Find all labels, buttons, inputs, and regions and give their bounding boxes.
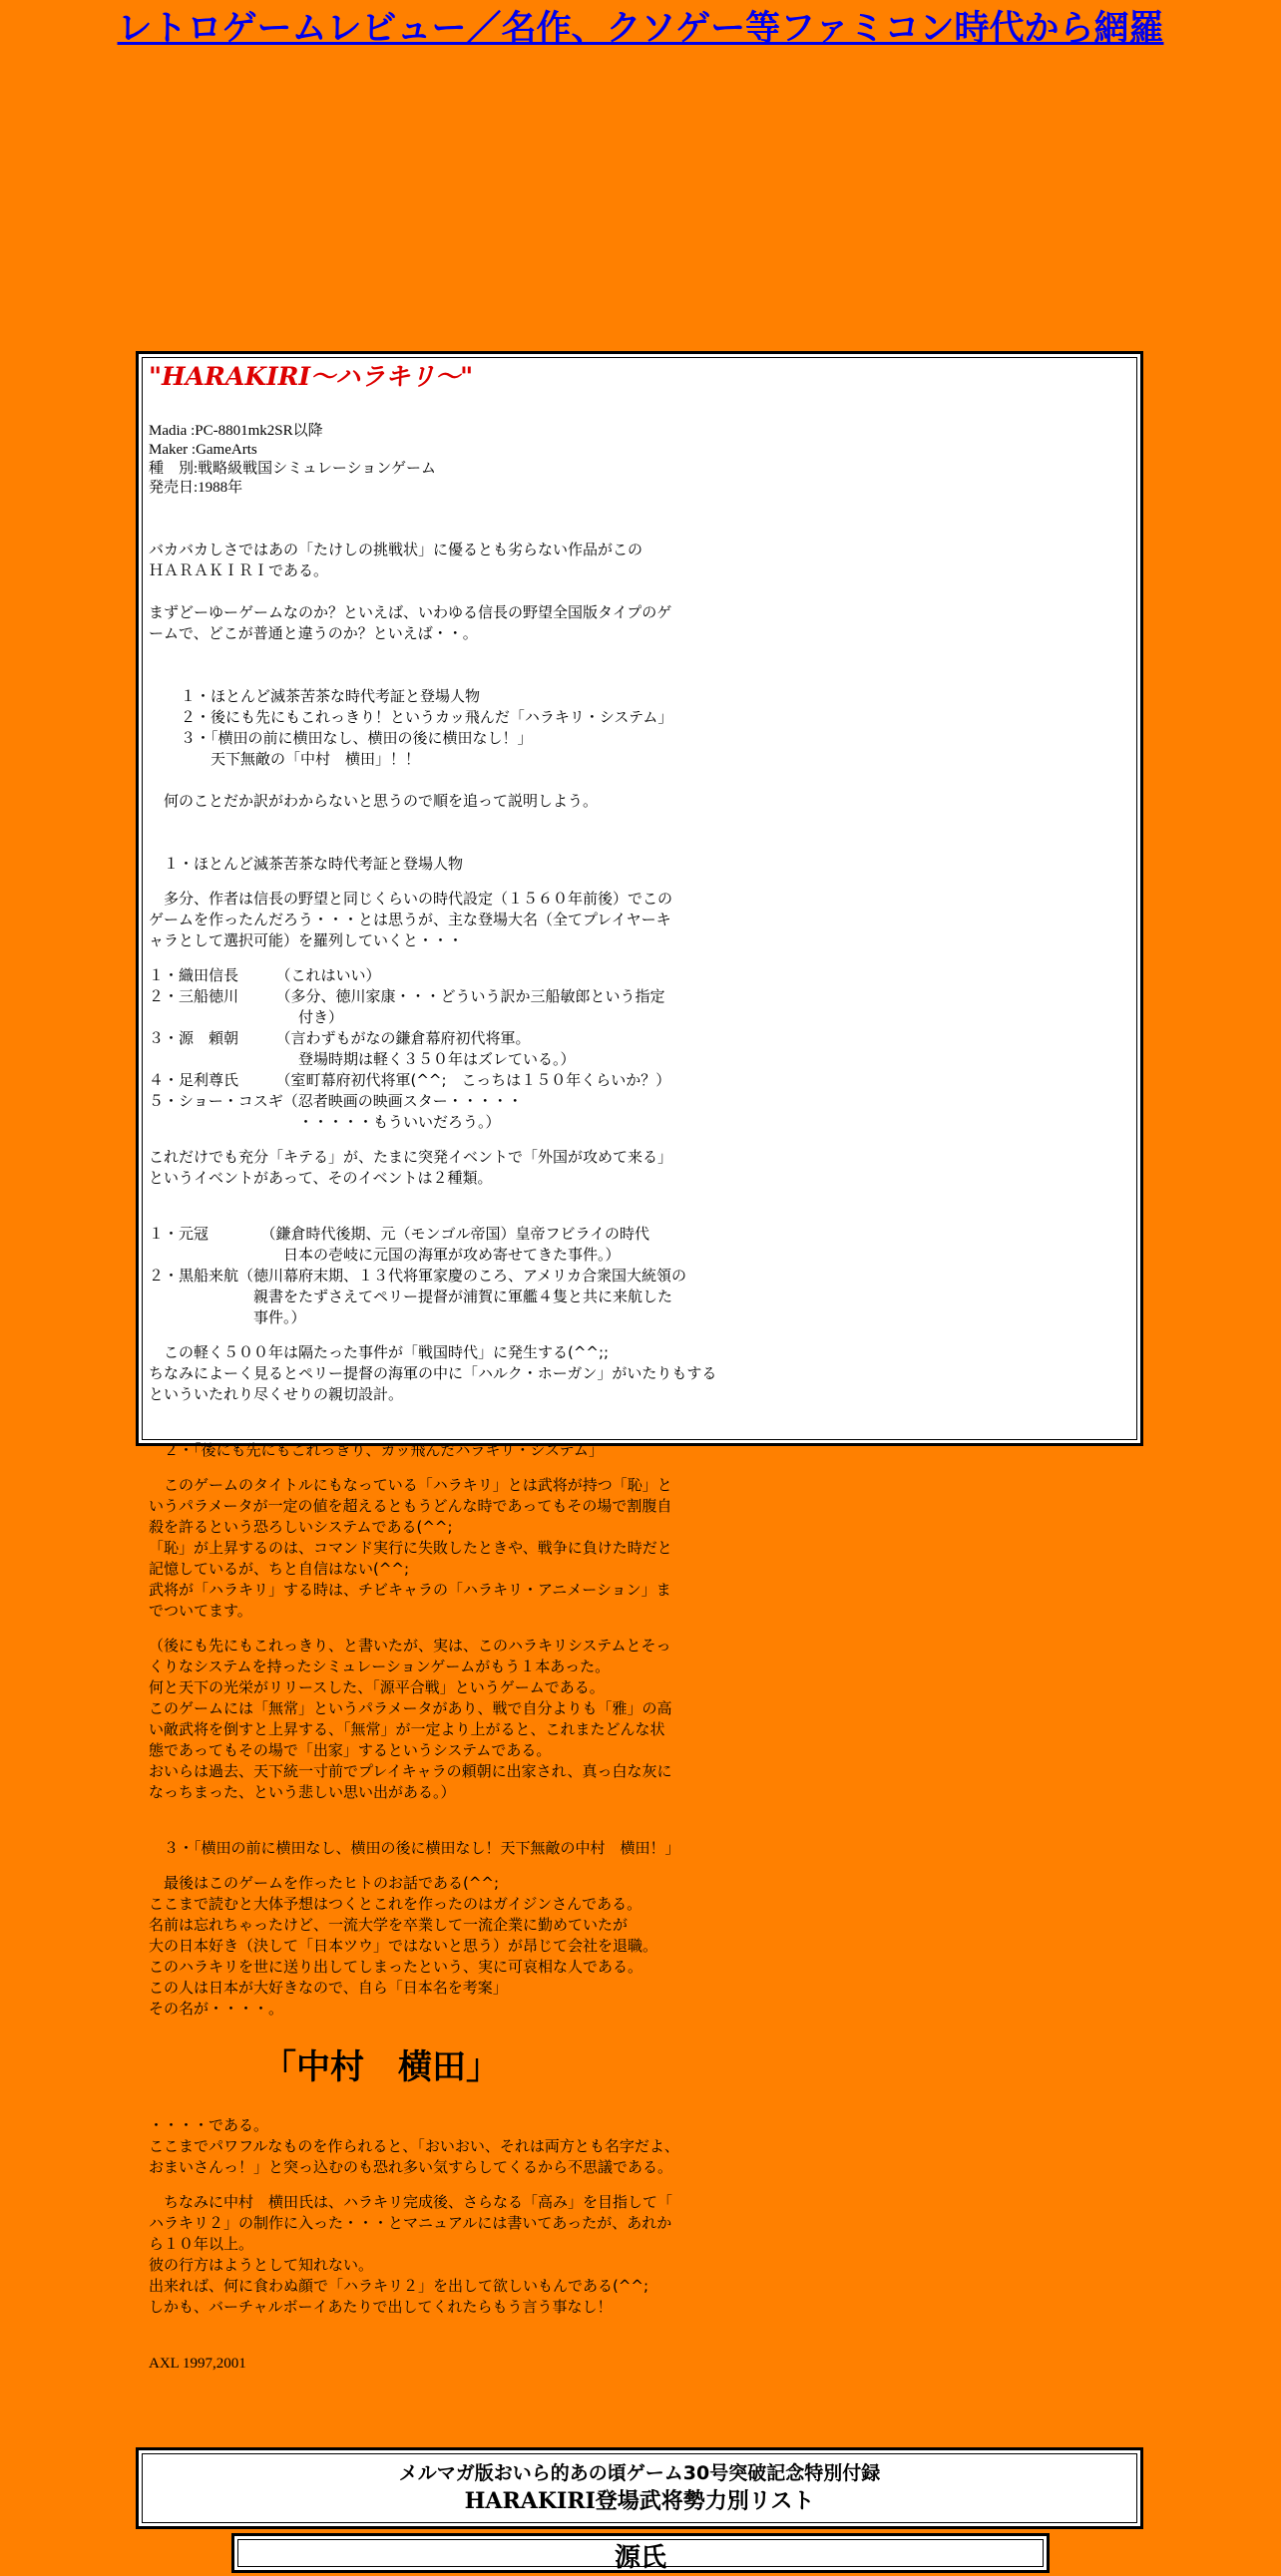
- spec-media: Madia :PC-8801mk2SR以降: [149, 423, 323, 439]
- summary-points: １・ほとんど滅茶苦茶な時代考証と登場人物 ２・後にも先にもこれっきり！というカッ飛んだ「ハラキリ・システム」 ３・「横田の前に横田なし、横田の後に横田なし！」 天下無敵の「中村 横田」！！: [181, 687, 673, 768]
- spec-release: 発売日:1988年: [149, 480, 243, 496]
- spec-maker: Maker :GameArts: [149, 442, 257, 458]
- section-1-heading: １・ほとんど滅茶苦茶な時代考証と登場人物: [149, 855, 464, 873]
- section-1-body: 多分、作者は信長の野望と同じくらいの時代設定（１５６０年前後）でこの ゲームを作ったんだろう・・・とは思うが、主な登場大名（全てプレイヤーキ ャラとして選択可能）を羅列していくと・・・: [149, 890, 673, 949]
- supplement-subtitle: メルマガ版おいら的あの頃ゲーム30号突破記念特別付録: [398, 2462, 881, 2484]
- section-2-aside: （後にも先にもこれっきり、と書いたが、実は、このハラキリシステムとそっ くりなシステムを持ったシミュレーションゲームがもう１本あった。 何と天下の光栄がリリースした、「源平合戦」というゲームである。 このゲームには「無常」というパラメータがあり、戦で自分よりも「雅」の高 い敵武将を倒すと上昇する、「無常」が一定より上がると、これまたどんな状 態であってもその場で「出家」するというシステムである。 おいらは過去、天下統一寸前でプレイキャラの頼朝に出家され、真っ白な灰に なっちまった、という悲しい思い出がある。）: [149, 1637, 672, 1801]
- list-item: ２・三船徳川 （多分、徳川家康・・・どういう訳か三船敏郎という指定: [149, 987, 665, 1005]
- section-3-heading: ３・「横田の前に横田なし、横田の後に横田なし！天下無敵の中村 横田！」: [149, 1839, 680, 1857]
- ad-space: [0, 52, 1281, 357]
- supplement-banner: [136, 2447, 1143, 2529]
- section-3-closing: ちなみに中村 横田氏は、ハラキリ完成後、さらなる「高み」を目指して「 ハラキリ２」の制作に入った・・・とマニュアルには書いてあったが、あれか ら１０年以上。 彼の行方はようとして知れない。 出来れば、何に食わぬ顔で「ハラキリ２」を出して欲しいもんである(^^; しかも、バーチャルボーイあたりで出してくれたらもう言う事なし！: [149, 2193, 673, 2316]
- section-3-after: ・・・・である。 ここまでパワフルなものを作られると、「おいおい、それは両方とも名字だよ、 おまいさんっ！」と突っ込むのも恐れ多い気すらしてくるから不思議である。: [149, 2116, 679, 2176]
- list-item: １・織田信長 （これはいい）: [149, 966, 381, 984]
- list-item: 付き）: [149, 1008, 344, 1026]
- section-3-body: 最後はこのゲームを作ったヒトのお話である(^^; ここまで読むと大体予想はつくとこれを作ったのはガイジンさんである。 名前は忘れちゃったけど、一流大学を卒業して一流企業に勤めていたが 大の日本好き（決して「日本ツウ」ではないと思う）が昂じて会社を退職。 このハラキリを世に送り出してしまったという、実に可哀相な人である。 この人は日本が大好きなので、自ら「日本名を考案」 その名が・・・・。: [149, 1874, 658, 2018]
- developer-name: 「中村 横田」: [262, 2047, 500, 2087]
- game-specs: [149, 422, 1130, 498]
- events-note: この軽く５００年は隔たった事件が「戦国時代」に発生する(^^;; ちなみによーく見るとペリー提督の海軍の中に「ハルク・ホーガン」がいたりもする といういたれり尽くせりの親切設計。: [149, 1343, 717, 1403]
- copyright: AXL 1997,2001: [149, 2356, 246, 2372]
- spec-genre: 種 別:戦略級戦国シミュレーションゲーム: [149, 461, 436, 477]
- question-paragraph: まずどーゆーゲームなのか？といえば、いわゆる信長の野望全国版タイプのゲ ームで、どこが普通と違うのか？といえば・・。: [149, 603, 672, 642]
- list-item: 事件。）: [149, 1308, 306, 1326]
- site-title: [0, 0, 1281, 52]
- list-item: ２・黒船来航（徳川幕府末期、１３代将軍家慶のころ、アメリカ合衆国大統領の: [149, 1267, 686, 1285]
- faction-table: [231, 2533, 1050, 2573]
- review-article-body: [142, 357, 1137, 2372]
- list-item: 登場時期は軽く３５０年はズレている。）: [149, 1050, 576, 1068]
- supplement-title: HARAKIRI登場武将勢力別リスト: [464, 2488, 815, 2514]
- section-2-heading: ２・「後にも先にもこれっきり、カッ飛んだハラキリ・システム」: [149, 1441, 604, 1459]
- list-item: ４・足利尊氏 （室町幕府初代将軍(^^; こっちは１５０年くらいか？）: [149, 1071, 671, 1089]
- character-list: [149, 965, 1130, 1133]
- list-item: 日本の壱岐に元国の海軍が攻め寄せてきた事件。）: [149, 1246, 621, 1264]
- events-intro: これだけでも充分「キテる」が、たまに突発イベントで「外国が攻めて来る」 というイベントがあって、そのイベントは２種類。: [149, 1148, 673, 1187]
- list-item: ５・ショー・コスギ（忍者映画の映画スター・・・・・: [149, 1092, 523, 1110]
- list-item: ・・・・・もういいだろう。）: [149, 1113, 501, 1131]
- explain-intro: 何のことだか訳がわからないと思うので順を追って説明しよう。: [149, 792, 599, 810]
- event-list: [149, 1224, 1130, 1328]
- intro-paragraph: バカバカしさではあの「たけしの挑戦状」に優るとも劣らない作品がこの ＨＡＲＡＫＩＲＩである。: [149, 541, 643, 579]
- list-item: 親書をたずさえてペリー提督が浦賀に軍艦４隻と共に来航した: [149, 1288, 673, 1305]
- list-item: １・元冦 （鎌倉時代後期、元（モンゴル帝国）皇帝フビライの時代: [149, 1225, 650, 1243]
- faction-header: 源氏: [237, 2539, 1044, 2567]
- site-title-link[interactable]: レトロゲームレビュー／名作、クソゲー等ファミコン時代から網羅: [117, 8, 1164, 49]
- review-article: [136, 351, 1143, 2372]
- list-item: ３・源 頼朝 （言わずもがなの鎌倉幕府初代将軍。: [149, 1029, 531, 1047]
- game-title: "HARAKIRI～ハラキリ～": [149, 362, 474, 391]
- supplement-banner-inner: [142, 2453, 1137, 2523]
- section-2-body: このゲームのタイトルにもなっている「ハラキリ」とは武将が持つ「恥」と いうパラメータが一定の値を超えるともうどんな時であってもその場で割腹自 殺を許るという恐ろしいシステムである(^^; 「恥」が上昇するのは、コマンド実行に失敗したときや、戦争に負けた時だと 記憶しているが、ちと自信はない(^^; 武将が「ハラキリ」する時は、チビキャラの「ハラキリ・アニメーション」ま でついてます。: [149, 1476, 672, 1620]
